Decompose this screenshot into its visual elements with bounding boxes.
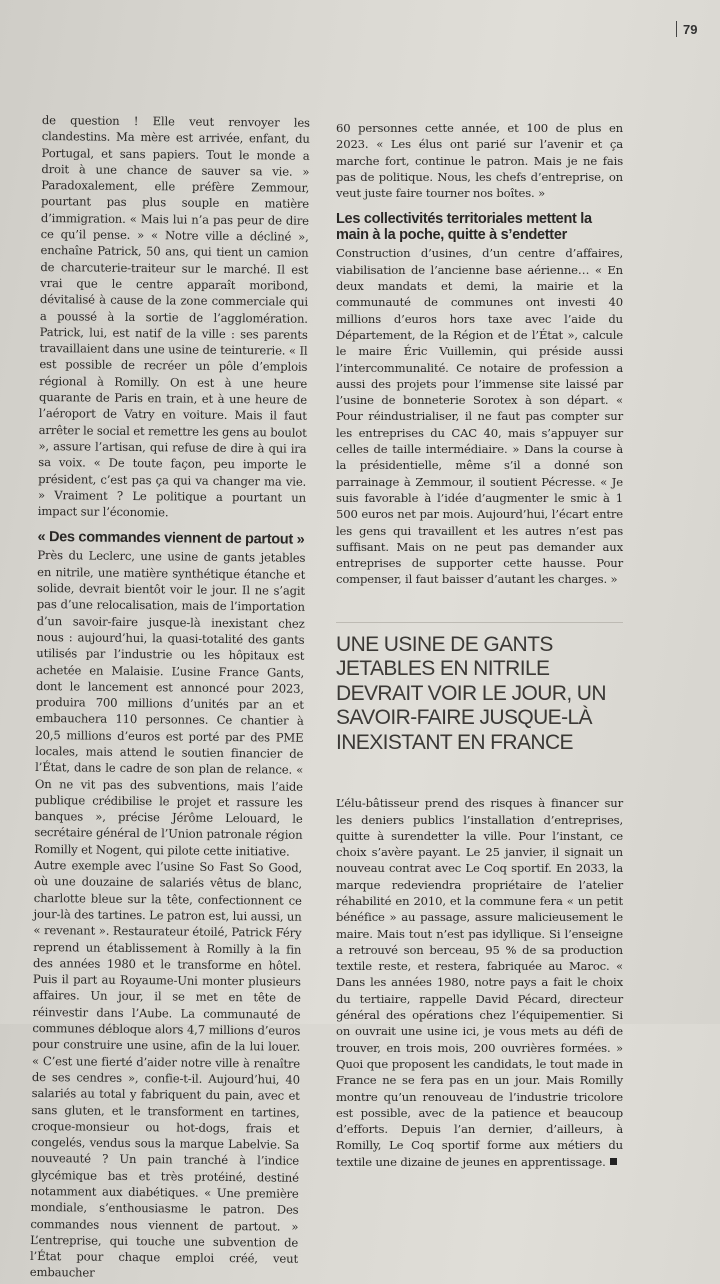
article-column-left <box>30 112 310 1284</box>
paragraph: Près du Leclerc, une usine de gants jetables en nitrile, une matière synthétique étanche et solide, devrait bientôt voir le jour. Il ne s’agit pas d’une relocalisation, mais de l’importation d’un savoir-faire jusque-là inexistant chez nous : aujourd’hui, la quasi-totalité des gants utilisés par l’industrie ou les hôpitaux est achetée en Malaisie. L’usine France Gants, dont le lancement est annoncé pour 2023, produira 700 millions d’unités par an et embauchera 110 personnes. Ce chantier à 20,5 millions d’euros est porté par des PME locales, mais attend le soutien financier de l’État, dans le cadre de son plan de relance. « On ne vit pas des subventions, mais l’aide publique crédibilise le projet et rassure les banques », précise Jérôme Lelouard, le secrétaire général de l’Union patronale région Romilly et Nogent, qui pilote cette initiative. <box>34 548 306 859</box>
page-number-rule <box>676 21 677 37</box>
paragraph: 60 personnes cette année, et 100 de plus en 2023. « Les élus ont parié sur l’avenir et ça marche fort, continue le patron. Mais je ne fais pas de politique. Nous, les chefs d’entreprise, on veut juste faire tourner nos boîtes. » <box>336 121 623 201</box>
pull-quote: UNE USINE DE GANTS JETABLES EN NITRILE DEVRAIT VOIR LE JOUR, UN SAVOIR-FAIRE JUSQUE-LÀ INEXISTANT EN FRANCE <box>336 622 623 756</box>
article-column-right <box>336 120 623 1170</box>
paragraph: Construction d’usines, d’un centre d’affaires, viabilisation de l’ancienne base aérienne… « En deux mandats et demi, la mairie et la communauté de communes ont investi 40 millions d’euros hors taxe avec l’aide du Département, de la Région et de l’État », calcule le maire Éric Vuillemin, qui préside aussi l’intercommunalité. Ce notaire de profession a aussi des projets pour l’immense site laissé par l’usine de bonneterie Sorotex à son départ. « Pour réindustrialiser, il ne faut pas compter sur les entreprises du CAC 40, mais s’appuyer sur celles de taille intermédiaire. » Dans la course à la présidentielle, même s’il a donné son parrainage à Zemmour, il soutient Pécresse. « Je suis favorable à l’idée d’augmenter le smic à 1 500 euros net par mois. Aujourd’hui, l’écart entre les gens qui travaillent et les autres n’est pas suffisant. Mais on ne peut pas demander aux entreprises de supporter cette hausse. Pour compenser, il faut baisser d’autant les charges. » <box>336 246 623 587</box>
paragraph: Autre exemple avec l’usine So Fast So Good, où une douzaine de salariés vêtus de blanc, charlotte bleue sur la tête, confectionnent ce jour-là des tartines. Le patron est, lui aussi, un « revenant ». Restaurateur étoilé, Patrick Féry reprend un établissement à Romilly à la fin des années 1980 et le transforme en hôtel. Puis il part au Royaume-Uni monter plusieurs affaires. Un jour, il se met en tête de réinvestir dans l’Aube. La communauté de communes débloque alors 4,7 millions d’euros pour construire une usine, afin de la lui louer. « C’est une fierté d’aider notre ville à renaître de ses cendres », confie-t-il. Aujourd’hui, 40 salariés au total y fabriquent du pain, avec et sans gluten, et le transforment en tartines, croque-monsieur ou hot-dogs, frais et congelés, vendus sous la marque Labelvie. Sa nouveauté ? Un pain tranché à l’indice glycémique bas et très protéiné, destiné notamment aux diabétiques. « Une première mondiale, s’enthousiasme le patron. Des commandes nous viennent de partout. » L’entreprise, qui touche une subvention de l’État pour chaque emploi créé, veut embaucher <box>29 858 303 1281</box>
page-number <box>676 21 697 37</box>
section-subheading: Les collectivités territoriales mettent la main à la poche, quitte à s’endetter <box>336 211 592 244</box>
paragraph-final <box>336 795 623 1170</box>
end-of-article-mark <box>610 1158 617 1165</box>
paragraph: de question ! Elle veut renvoyer les clandestins. Ma mère est arrivée, enfant, du Portugal, et sans papiers. Tout le monde a droit à une chance de sauver sa vie. » Paradoxalement, elle préfère Zemmour, pourtant pas plus souple en matière d’immigration. « Mais lui n’a pas peur de dire ce qu’il pense. » « Notre ville a décliné », enchaîne Patrick, 50 ans, qui tient un camion de charcuterie-traiteur sur le marché. Il est vrai que le centre apparaît moribond, dévitalisé à cause de la zone commerciale qui a poussé à la sortie de l’agglomération. Patrick, lui, est natif de la ville : ses parents travaillaient dans une usine de teinturerie. « Il est possible de recréer un pôle d’emplois régional à Romilly. On est à une heure quarante de Paris en train, et à une heure de l’aéroport de Vatry en voiture. Mais il faut arrêter le social et remettre les gens au boulot », assure l’artisan, qui refuse de dire à qui ira sa voix. « De toute façon, peu importe le président, c’est pas ça qui va changer ma vie. » Vraiment ? Le politique a pourtant un impact sur l’économie. <box>37 112 310 520</box>
page-number-text: 79 <box>683 21 698 37</box>
section-subheading: « Des commandes viennent de partout » <box>37 529 305 549</box>
paragraph-text: L’élu-bâtisseur prend des risques à financer sur les deniers publics l’installation d’entreprises, quitte à surendetter la ville. Pour l’instant, ce choix s’avère payant. Le 25 janvier, il signait un nouveau contrat avec Le Coq sportif. En 2033, la marque redeviendra propriétaire de l’atelier réhabilité en 2010, et la commune fera « un petit bénéfice » au passage, assure malicieusement le maire. Mais tout n’est pas idyllique. Si l’enseigne a retrouvé son berceau, 95 % de sa production textile reste, et restera, fabriquée au Maroc. « Dans les années 1980, notre pays a fait le choix du tertiaire, rappelle David Pécard, directeur général des opérations chez l’équipementier. Si on ouvrait une usine ici, je vous mets au défi de trouver, en trois mois, 200 ouvrières formées. » Quoi que proposent les candidats, le tout made in France ne se fera pas en un jour. Mais Romilly montre qu’un renouveau de l’industrie tricolore est possible, avec de la patience et beaucoup d’efforts. Depuis l’an dernier, d’ailleurs, à Romilly, Le Coq sportif forme aux métiers du textile une dizaine de jeunes en apprentissage. <box>336 796 623 1169</box>
